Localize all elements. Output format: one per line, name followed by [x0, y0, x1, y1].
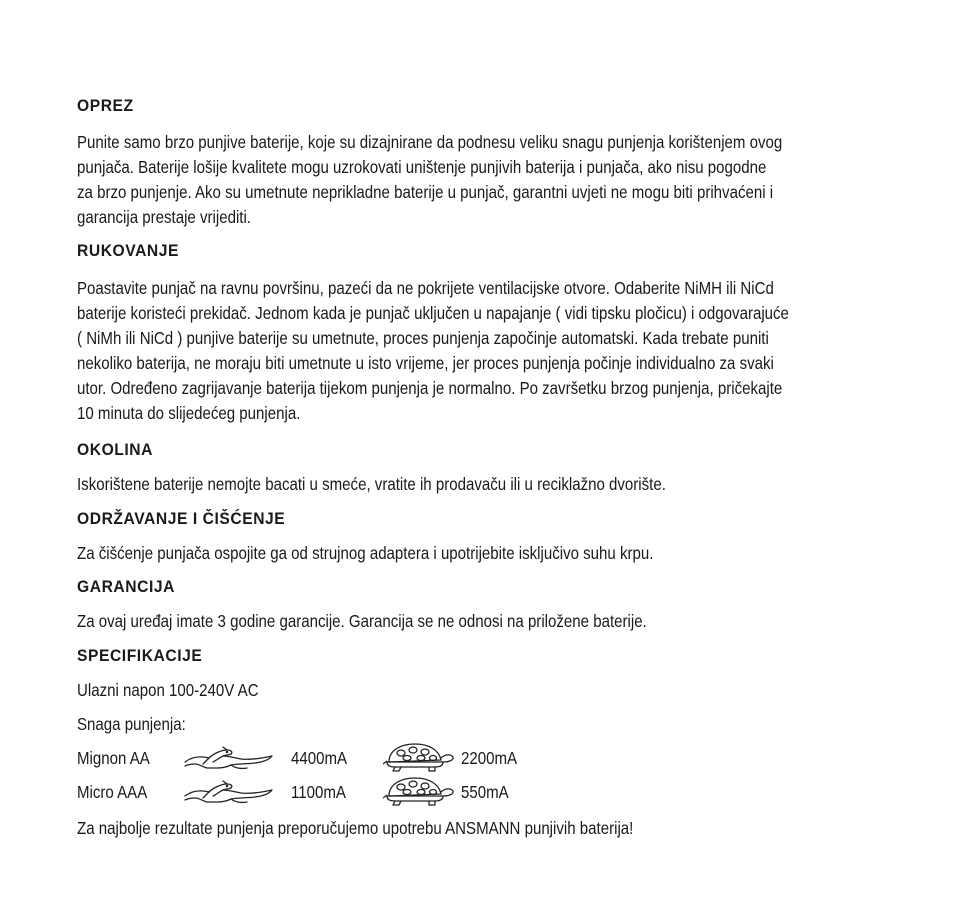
oprez-line: punjača. Baterije lošije kvalitete mogu uzrokovati uništenje punjivih baterija i punjača, ako nisu pogodne — [77, 157, 767, 177]
section-title-garancija: GARANCIJA — [77, 577, 175, 596]
oprez-line: za brzo punjenje. Ako su umetnute neprikladne baterije u punjač, garantni uvjeti ne mogu biti prihvaćeni i — [77, 182, 774, 202]
fast-current: 1100mA — [291, 782, 346, 802]
oprez-line: Punite samo brzo punjive baterije, koje su dizajnirane da podnesu veliku snagu punjenja korištenjem ovog — [77, 132, 783, 152]
charging-power-label: Snaga punjenja: — [77, 714, 186, 734]
rukovanje-paragraph — [77, 276, 851, 426]
oprez-line: garancija prestaje vrijediti. — [77, 207, 252, 227]
section-title-rukovanje: RUKOVANJE — [77, 241, 180, 260]
section-title-odrzavanje: ODRŽAVANJE I ČIŠĆENJE — [77, 509, 286, 528]
turtle-icon — [383, 774, 457, 813]
spec-row-aa — [77, 746, 877, 776]
rukovanje-line: baterije koristeći prekidač. Jednom kada je punjač uključen u napajanje ( vidi tipsku pločicu) i odgovarajuće — [77, 303, 789, 323]
rabbit-icon — [183, 746, 275, 777]
battery-type-label: Mignon AA — [77, 748, 150, 768]
section-title-okolina: OKOLINA — [77, 440, 153, 459]
recommendation-text: Za najbolje rezultate punjenja preporučujemo upotrebu ANSMANN punjivih baterija! — [77, 818, 634, 838]
slow-current: 2200mA — [461, 748, 518, 768]
garancija-text: Za ovaj uređaj imate 3 godine garancije. Garancija se ne odnosi na priložene baterije. — [77, 611, 647, 631]
spec-row-aaa — [77, 780, 877, 810]
oprez-paragraph — [77, 130, 851, 230]
odrzavanje-text: Za čišćenje punjača ospojite ga od strujnog adaptera i upotrijebite isključivo suhu krpu. — [77, 543, 654, 563]
slow-current: 550mA — [461, 782, 509, 802]
rukovanje-line: Poastavite punjač na ravnu površinu, pazeći da ne pokrijete ventilacijske otvore. Odaberite NiMH ili NiCd — [77, 278, 774, 298]
rabbit-icon — [183, 780, 275, 811]
input-voltage-text: Ulazni napon 100-240V AC — [77, 680, 259, 700]
rukovanje-line: 10 minuta do slijedećeg punjenja. — [77, 403, 301, 423]
section-title-specifikacije: SPECIFIKACIJE — [77, 646, 203, 665]
section-title-oprez: OPREZ — [77, 96, 134, 115]
fast-current: 4400mA — [291, 748, 348, 768]
rukovanje-line: ( NiMh ili NiCd ) punjive baterije su umetnute, proces punjenja započinje automatski. Kada trebate puniti — [77, 328, 769, 348]
okolina-text: Iskorištene baterije nemojte bacati u smeće, vratite ih prodavaču ili u reciklažno dvorište. — [77, 474, 666, 494]
battery-type-label: Micro AAA — [77, 782, 148, 802]
rukovanje-line: nekoliko baterija, ne moraju biti umetnute u isto vrijeme, jer proces punjenja počinje individualno za svaki — [77, 353, 774, 373]
rukovanje-line: utor. Određeno zagrijavanje baterija tijekom punjenja je normalno. Po završetku brzog punjenja, pričekajte — [77, 378, 783, 398]
